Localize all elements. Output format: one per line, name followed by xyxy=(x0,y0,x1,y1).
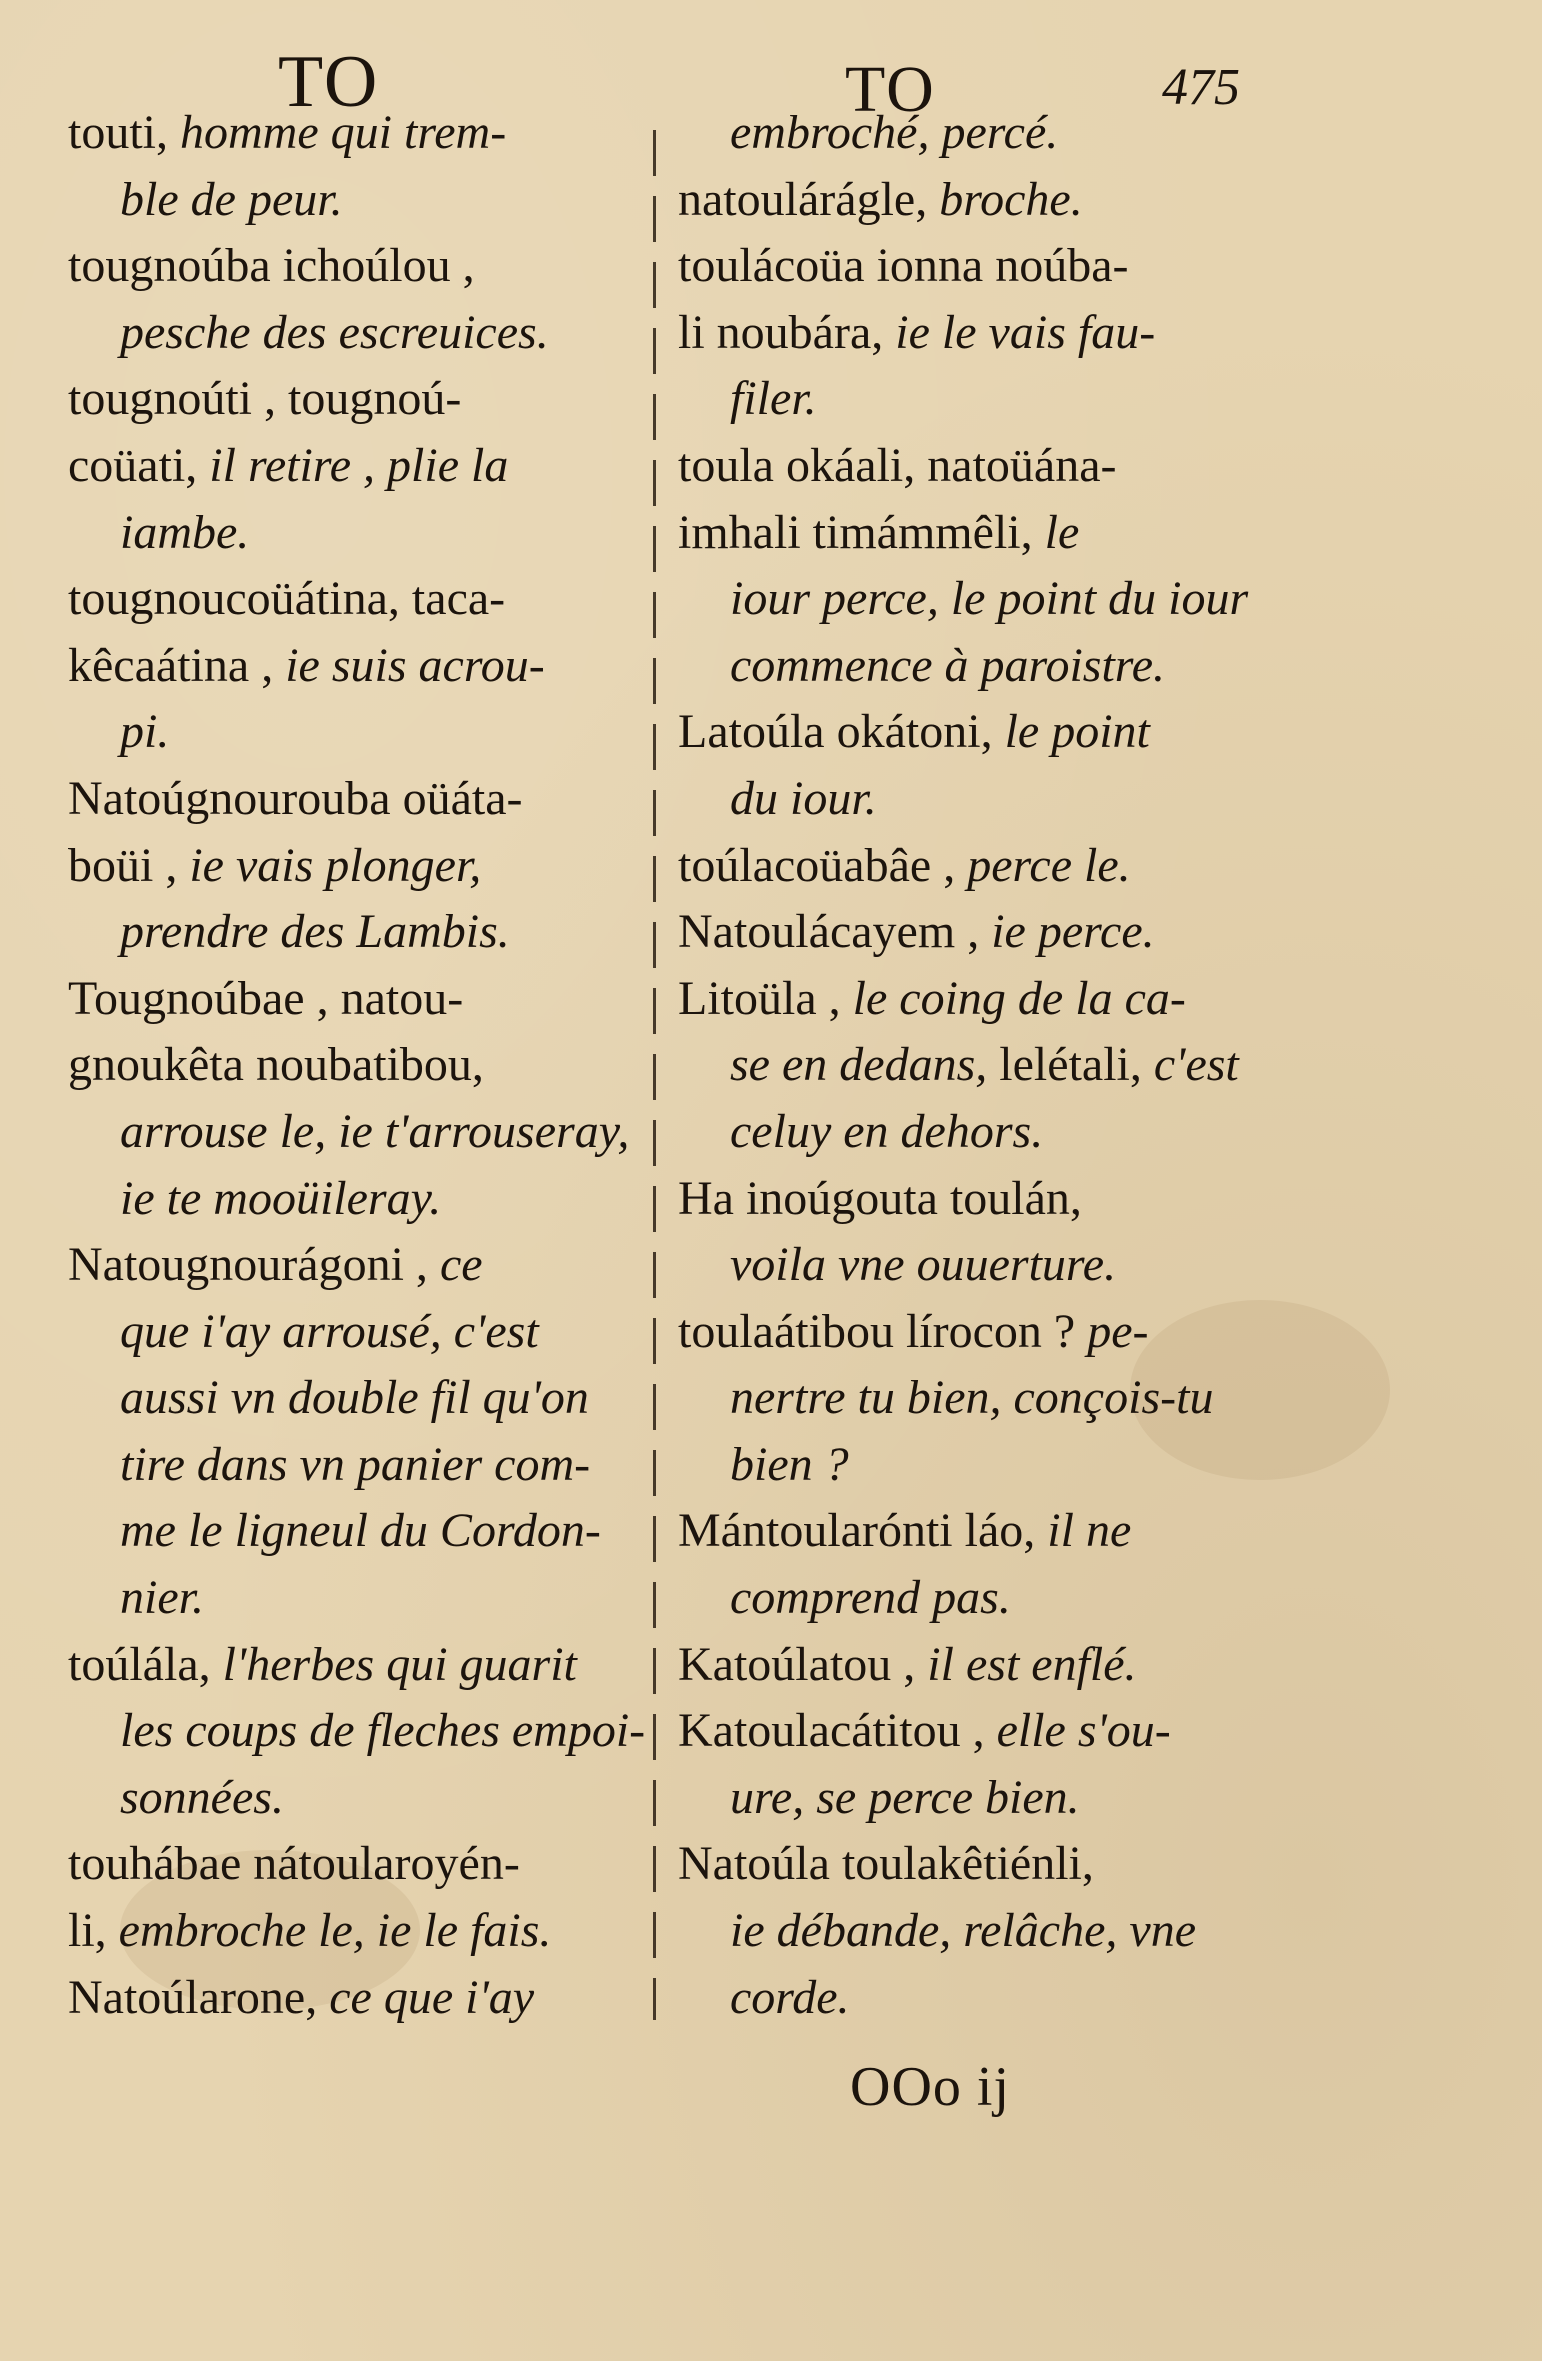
dictionary-line xyxy=(68,1099,640,1166)
headword-text: toúlacoüabâe , xyxy=(678,838,968,892)
dictionary-line xyxy=(68,1632,640,1699)
italic-gloss: nier. xyxy=(120,1571,204,1625)
italic-gloss: ie perce. xyxy=(991,905,1155,959)
headword-text: Natougnourágoni , xyxy=(68,1238,440,1292)
headword-text: Mántoularónti láo, xyxy=(678,1504,1048,1558)
right-column xyxy=(678,100,1278,2031)
dictionary-line xyxy=(678,1166,1278,1233)
italic-gloss: prendre des Lambis. xyxy=(120,905,510,959)
headword-text: Katoulacátitou , xyxy=(678,1704,997,1758)
dictionary-line xyxy=(678,966,1278,1033)
italic-gloss: ble de peur. xyxy=(120,172,343,226)
dictionary-line xyxy=(68,899,640,966)
dictionary-line xyxy=(678,1032,1278,1099)
italic-gloss: pesche des escreuices. xyxy=(120,305,549,359)
dictionary-line xyxy=(68,1432,640,1499)
dictionary-line xyxy=(68,1365,640,1432)
italic-gloss: me le ligneul du Cordon- xyxy=(120,1504,601,1558)
italic-gloss: nertre tu bien, conçois-tu xyxy=(730,1371,1214,1425)
headword-text: Natoúlarone, xyxy=(68,1970,330,2024)
dictionary-line xyxy=(678,899,1278,966)
headword-text: toúlála, xyxy=(68,1637,223,1691)
dictionary-line xyxy=(678,366,1278,433)
italic-gloss: aussi vn double fil qu'on xyxy=(120,1371,589,1425)
dictionary-line xyxy=(68,167,640,234)
italic-gloss: comprend pas. xyxy=(730,1571,1011,1625)
dictionary-line xyxy=(68,1032,640,1099)
dictionary-line xyxy=(68,366,640,433)
dictionary-line xyxy=(678,699,1278,766)
dictionary-line xyxy=(678,766,1278,833)
dictionary-line xyxy=(68,1232,640,1299)
dictionary-line xyxy=(678,1299,1278,1366)
dictionary-line xyxy=(678,1365,1278,1432)
italic-gloss: les coups de fleches empoi- xyxy=(120,1704,646,1758)
dictionary-line xyxy=(678,167,1278,234)
headword-text: imhali timámmêli, xyxy=(678,505,1045,559)
dictionary-line xyxy=(678,1898,1278,1965)
italic-gloss: il est enflé. xyxy=(927,1637,1137,1691)
dictionary-line xyxy=(68,433,640,500)
italic-gloss: perce le. xyxy=(967,838,1131,892)
headword-text: tougnoúba ichoúlou , xyxy=(68,239,475,293)
italic-gloss: ure, se perce bien. xyxy=(730,1770,1080,1824)
dictionary-line xyxy=(68,1765,640,1832)
italic-gloss: commence à paroistre. xyxy=(730,638,1165,692)
italic-gloss: ce que i'ay xyxy=(329,1970,535,2024)
dictionary-line xyxy=(678,433,1278,500)
italic-gloss: embroché, percé. xyxy=(730,106,1059,159)
italic-gloss: il ne xyxy=(1047,1504,1132,1558)
italic-gloss: iambe. xyxy=(120,505,250,559)
dictionary-line xyxy=(678,833,1278,900)
italic-gloss: ie suis acrou- xyxy=(285,638,545,692)
dictionary-line xyxy=(68,1498,640,1565)
headword-text: toula okáali, natoüána- xyxy=(678,438,1117,492)
italic-gloss: pe- xyxy=(1087,1304,1149,1358)
italic-gloss: embroche le, ie le fais. xyxy=(118,1904,552,1958)
dictionary-line xyxy=(678,233,1278,300)
headword-text: Ha inoúgouta toulán, xyxy=(678,1171,1082,1225)
italic-gloss: il retire , plie la xyxy=(209,438,509,492)
headword-text: li, xyxy=(68,1904,119,1958)
italic-gloss: ie te mooüileray. xyxy=(120,1171,442,1225)
italic-gloss: se en dedans, xyxy=(730,1038,1000,1092)
headword-text: kêcaátina , xyxy=(68,638,286,692)
headword-text: Litoüla , xyxy=(678,971,853,1025)
dictionary-line xyxy=(678,1498,1278,1565)
headword-text: toulácoüa ionna noúba- xyxy=(678,239,1129,293)
headword-text: Natoúla toulakêtiénli, xyxy=(678,1837,1094,1891)
italic-gloss: tire dans vn panier com- xyxy=(120,1437,591,1491)
dictionary-line xyxy=(678,1232,1278,1299)
headword-text: boüi , xyxy=(68,838,190,892)
italic-gloss: arrouse le, ie t'arrouseray, xyxy=(120,1104,630,1158)
dictionary-line xyxy=(68,1898,640,1965)
headword-text: coüati, xyxy=(68,438,210,492)
headword-text: gnoukêta noubatibou, xyxy=(68,1038,484,1092)
dictionary-line xyxy=(678,1698,1278,1765)
italic-gloss: bien ? xyxy=(730,1437,849,1491)
italic-gloss: broche. xyxy=(939,172,1083,226)
headword-text: tougnoucoüátina, taca- xyxy=(68,572,506,626)
headword-text: Natoulácayem , xyxy=(678,905,992,959)
dictionary-line xyxy=(68,100,640,167)
italic-gloss: ce xyxy=(439,1238,483,1292)
headword-text: Tougnoúbae , natou- xyxy=(68,971,464,1025)
headword-text: touti, xyxy=(68,106,181,159)
dictionary-line xyxy=(68,1299,640,1366)
dictionary-line xyxy=(68,1565,640,1632)
dictionary-line xyxy=(678,500,1278,567)
headword-text: Latoúla okátoni, xyxy=(678,705,1005,759)
dictionary-line xyxy=(68,566,640,633)
italic-gloss: celuy en dehors. xyxy=(730,1104,1044,1158)
dictionary-line xyxy=(678,1965,1278,2032)
italic-gloss: elle s'ou- xyxy=(996,1704,1171,1758)
italic-gloss: filer. xyxy=(730,372,817,426)
dictionary-line xyxy=(68,699,640,766)
dictionary-line xyxy=(678,100,1278,167)
italic-gloss: l'herbes qui guarit xyxy=(222,1637,577,1691)
dictionary-line xyxy=(68,300,640,367)
dictionary-line xyxy=(68,833,640,900)
dictionary-line xyxy=(678,1632,1278,1699)
headword-text: Natoúgnourouba oüáta- xyxy=(68,771,523,825)
italic-gloss: voila vne ouuerture. xyxy=(730,1238,1117,1292)
dictionary-line xyxy=(68,233,640,300)
italic-gloss: le xyxy=(1044,505,1080,559)
dictionary-line xyxy=(68,633,640,700)
headword-text: lelétali, xyxy=(999,1038,1154,1092)
dictionary-line xyxy=(678,633,1278,700)
dictionary-line xyxy=(678,1831,1278,1898)
italic-gloss: pi. xyxy=(120,705,170,759)
headword-text: Katoúlatou , xyxy=(678,1637,928,1691)
dictionary-line xyxy=(678,1432,1278,1499)
column-divider xyxy=(653,130,656,2020)
italic-gloss: c'est xyxy=(1153,1038,1239,1092)
dictionary-line xyxy=(68,1698,646,1765)
italic-gloss: homme qui trem- xyxy=(180,106,507,159)
signature-mark: OOo ij xyxy=(850,2056,1010,2118)
italic-gloss: le coing de la ca- xyxy=(852,971,1186,1025)
italic-gloss: ie le vais fau- xyxy=(895,305,1156,359)
running-head-left: TO xyxy=(278,41,380,123)
dictionary-line xyxy=(678,300,1278,367)
italic-gloss: ie débande, relâche, vne xyxy=(730,1904,1197,1958)
dictionary-line xyxy=(678,1565,1278,1632)
dictionary-line xyxy=(678,1765,1278,1832)
dictionary-line xyxy=(68,1965,640,2032)
dictionary-line xyxy=(68,1831,640,1898)
headword-text: tougnoúti , tougnoú- xyxy=(68,372,462,426)
dictionary-line xyxy=(678,1099,1278,1166)
dictionary-line xyxy=(678,566,1278,633)
dictionary-line xyxy=(68,966,640,1033)
headword-text: li noubára, xyxy=(678,305,896,359)
running-head-right: TO xyxy=(845,53,936,126)
italic-gloss: ie vais plonger, xyxy=(189,838,482,892)
headword-text: toulaátibou lírocon ? xyxy=(678,1304,1088,1358)
italic-gloss: sonnées. xyxy=(120,1770,284,1824)
italic-gloss: le point xyxy=(1004,705,1150,759)
italic-gloss: iour perce, le point du iour xyxy=(730,572,1249,626)
dictionary-line xyxy=(68,1166,640,1233)
headword-text: touhábae nátoularoyén- xyxy=(68,1837,520,1891)
page-number: 475 xyxy=(1162,59,1240,116)
dictionary-line xyxy=(68,766,640,833)
dictionary-line xyxy=(68,500,640,567)
italic-gloss: corde. xyxy=(730,1970,850,2024)
left-column xyxy=(68,100,646,2031)
italic-gloss: que i'ay arrousé, c'est xyxy=(120,1304,539,1358)
italic-gloss: du iour. xyxy=(730,771,877,825)
headword-text: natoulárágle, xyxy=(678,172,940,226)
